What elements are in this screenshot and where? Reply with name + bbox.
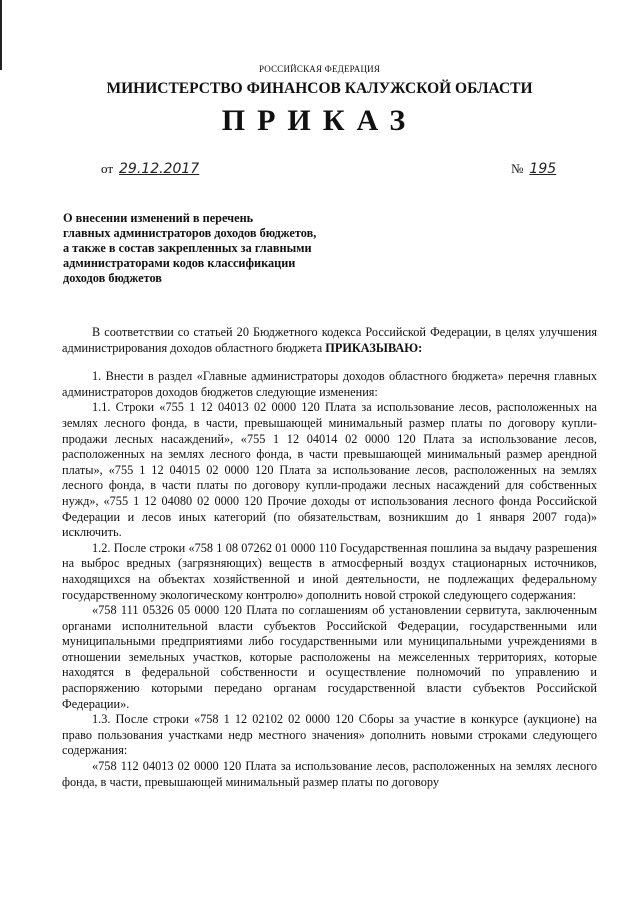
subject-line: а также в состав закрепленных за главными [63, 241, 312, 255]
document-type-title: ПРИКАЗ [221, 104, 418, 137]
paragraph-1-2: 1.2. После строки «758 1 08 07262 01 0000 110 Государственная пошлина за выдачу разрешения на выброс вредных (загрязняющих) веществ в атмосферный воздух стационарных источников, находящихся на объектах хозяйственной и иной деятельности, не подлежащих федеральному государственному экологическому контролю» дополнить новой строкой следующего содержания: [62, 540, 597, 602]
date-prefix: от [101, 161, 114, 176]
subject-line: главных администраторов доходов бюджетов, [63, 226, 317, 240]
handwritten-date: 29.12.2017 [119, 161, 200, 177]
handwritten-number: 195 [529, 161, 557, 177]
scan-edge-mark [0, 0, 2, 70]
order-subject [63, 211, 393, 286]
paragraph-1-3: 1.3. После строки «758 1 12 02102 02 0000 120 Сборы за участие в конкурсе (аукционе) на право пользования участками недр местного значения» дополнить новыми строками следующего содержания: [62, 712, 597, 758]
order-number [511, 161, 556, 177]
paragraph-1-3-insert: «758 112 04013 02 0000 120 Плата за использование лесов, расположенных на землях лесного фонда, в части, превышающей минимальный размер платы по договору [62, 759, 597, 789]
intro-text: В соответствии со статьей 20 Бюджетного кодекса Российской Федерации, в целях улучшения администрирования доходов областного бюджета [62, 325, 597, 355]
country-header: РОССИЙСКАЯ ФЕДЕРАЦИЯ [258, 64, 381, 74]
paragraph-1-2-insert: «758 111 05326 05 0000 120 Плата по соглашениям об установлении сервитута, заключенным органами исполнительной власти субъектов Российской Федерации, государственными или муниципальными предприятиями либо государственными или муниципальными учреждениями в отношении земельных участков, которые расположены на межселенных территориях, которые находятся в федеральной собственности и осуществление полномочий по управлению и распоряжению которыми передано органам государственной власти субъектов Российской Федерации». [62, 603, 597, 711]
subject-line: администраторами кодов классификации [63, 256, 296, 270]
paragraph-1-1: 1.1. Строки «755 1 12 04013 02 0000 120 Плата за использование лесов, расположенных на землях лесного фонда, в части, превышающей минимальный размер платы по договору купли-продажи лесных насаждений», «755 1 12 04014 02 0000 120 Плата за использование лесов, расположенных на землях лесного фонда, в части превышающей минимальный размер арендной платы», «755 1 12 04015 02 0000 120 Плата за использование лесов, расположенных на землях лесного фонда, в части платы по договору купли-продажи лесных насаждений для собственных нужд», «755 1 12 04080 02 0000 120 Прочие доходы от использования лесного фонда Российской Федерации и лесов иных категорий (по обязательствам, возникшим до 1 января 2007 года)» исключить. [62, 400, 597, 540]
ministry-title: МИНИСТЕРСТВО ФИНАНСОВ КАЛУЖСКОЙ ОБЛАСТИ [106, 80, 533, 97]
order-body [62, 325, 597, 790]
order-date [101, 161, 199, 177]
intro-paragraph [62, 325, 597, 356]
subject-line: О внесении изменений в перечень [63, 211, 254, 225]
number-prefix: № [511, 161, 524, 176]
paragraph-1: 1. Внести в раздел «Главные администраторы доходов областного бюджета» перечня главных администраторов доходов бюджетов следующие изменения: [62, 369, 597, 399]
subject-line: доходов бюджетов [63, 271, 162, 285]
order-command: ПРИКАЗЫВАЮ: [325, 340, 423, 355]
